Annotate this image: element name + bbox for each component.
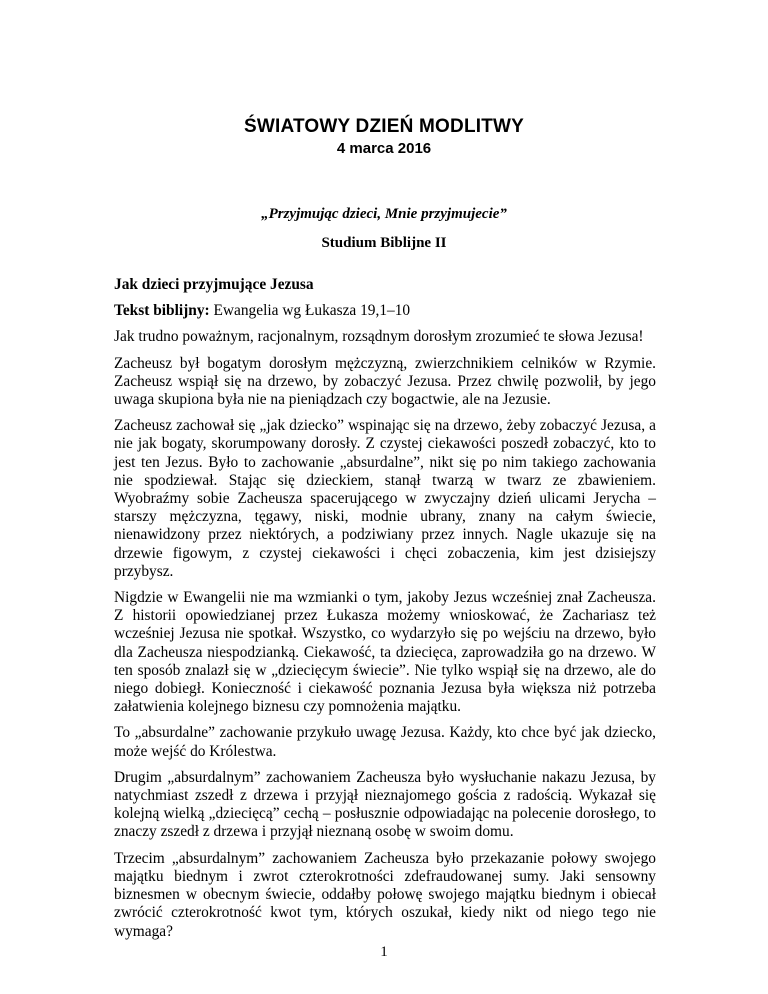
bible-text-label: Tekst biblijny: xyxy=(114,302,210,320)
paragraph: Drugim „absurdalnym” zachowaniem Zacheusza było wysłuchanie nakazu Jezusa, by natychmiast zszedł z drzewa i przyjął nieznajomego gościa z radością. Wykazał się kolejną wielką „dziecięcą” cechą – posłusznie odpowiadając na polecenie dorosłego, to znaczy zszedł z drzewa i przyjął nieznaną osobę w swoim domu. xyxy=(114,768,656,841)
section-heading: Jak dzieci przyjmujące Jezusa xyxy=(114,276,314,293)
study-title: Studium Biblijne II xyxy=(321,235,447,251)
body-text xyxy=(114,276,656,949)
page-number: 1 xyxy=(380,944,388,960)
paragraph: Jak trudno poważnym, racjonalnym, rozsądnym dorosłym zrozumieć te słowa Jezusa! xyxy=(114,328,644,346)
motto: „Przyjmując dzieci, Mnie przyjmujecie” xyxy=(261,206,507,222)
document-date: 4 marca 2016 xyxy=(336,140,432,157)
paragraph: To „absurdalne” zachowanie przykuło uwagę Jezusa. Każdy, kto chce być jak dziecko, może wejść do Królestwa. xyxy=(114,724,656,760)
bible-text-value: Ewangelia wg Łukasza 19,1–10 xyxy=(209,302,411,320)
document-title: ŚWIATOWY DZIEŃ MODLITWY xyxy=(243,116,525,137)
paragraph: Zacheusz był bogatym dorosłym mężczyzną, zwierzchnikiem celników w Rzymie. Zacheusz wspiął się na drzewo, by zobaczyć Jezusa. Przez chwilę pozwolił, by jego uwaga skupiona była nie na pieniądzach czy bogactwie, ale na Jezusie. xyxy=(114,354,656,409)
paragraph: Nigdzie w Ewangelii nie ma wzmianki o tym, jakoby Jezus wcześniej znał Zacheusza. Z historii opowiedzianej przez Łukasza możemy wnioskować, że Zachariasz też wcześniej Jezusa nie spotkał. Wszystko, co wydarzyło się po wejściu na drzewo, było dla Zacheusza niespodzianką. Ciekawość, ta dziecięca, zaprowadziła go na drzewo. W ten sposób znalazł się w „dziecięcym świecie”. Nie tylko wspiął się na drzewo, ale do niego dobiegł. Konieczność i ciekawość poznania Jezusa była większa niż potrzeba załatwienia kolejnego biznesu czy pomnożenia majątku. xyxy=(114,589,656,716)
paragraph: Trzecim „absurdalnym” zachowaniem Zacheusza było przekazanie połowy swojego majątku biednym i zwrot czterokrotności zdefraudowanej sumy. Jaki sensowny biznesmen w obecnym świecie, oddałby połowę swojego majątku biednym i obiecał zwrócić czterokrotność kwot tym, których oszukał, kiedy nikt od niego tego nie wymaga? xyxy=(114,849,656,940)
bible-text-line xyxy=(114,302,656,320)
paragraph: Zacheusz zachował się „jak dziecko” wspinając się na drzewo, żeby zobaczyć Jezusa, a nie jak bogaty, skorumpowany dorosły. Z czystej ciekawości poszedł zobaczyć, kto to jest ten Jezus. Było to zachowanie „absurdalne”, nikt się po nim takiego zachowania nie spodziewał. Stając się dzieckiem, stanął twarzą w twarz ze zbawieniem. Wyobraźmy sobie Zacheusza spacerującego w zwyczajny dzień ulicami Jerycha – starszy mężczyzna, tęgawy, niski, modnie ubrany, znany na całym świecie, nienawidzony przez niektórych, a podziwiany przez innych. Nagle ukazuje się na drzewie figowym, z czystej ciekawości i chęci zobaczenia, kim jest dzisiejszy przybysz. xyxy=(114,417,656,580)
